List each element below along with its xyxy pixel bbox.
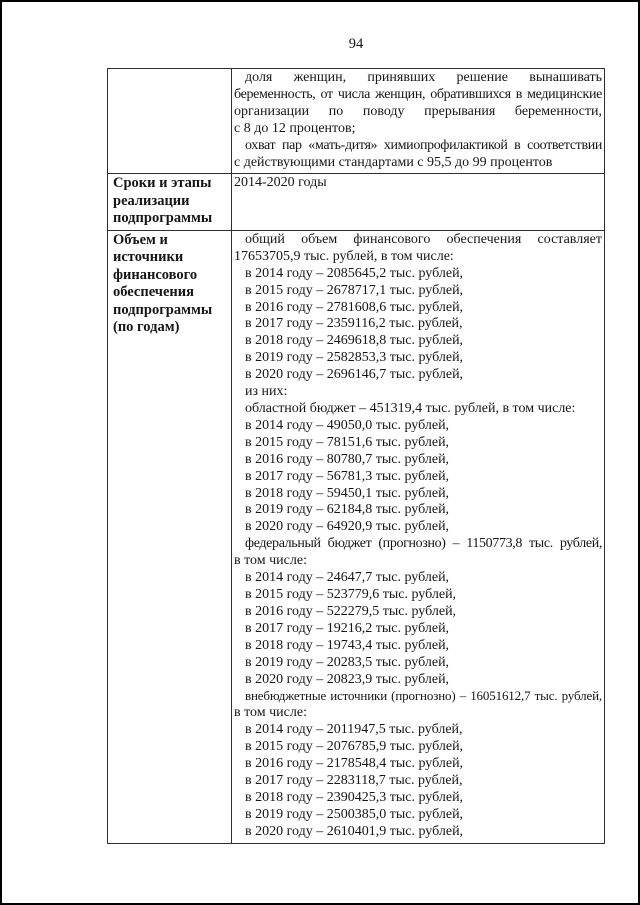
text-line: в 2019 году – 20283,5 тыс. рублей,: [245, 654, 450, 670]
text-line: в 2020 году – 2696146,7 тыс. рублей,: [245, 367, 464, 383]
text-line: в 2016 году – 522279,5 тыс. рублей,: [245, 603, 457, 619]
row-timeline: [108, 173, 604, 230]
text-line: в 2018 году – 2469618,8 тыс. рублей,: [245, 333, 464, 349]
text-line: в 2017 году – 2359116,2 тыс. рублей,: [245, 316, 463, 332]
text-line: в 2015 году – 523779,6 тыс. рублей,: [245, 586, 457, 602]
text-line: в 2020 году – 2610401,9 тыс. рублей,: [245, 823, 464, 839]
label-line: (по годам): [113, 319, 180, 336]
text-line: в том числе:: [234, 705, 307, 721]
text-line: федеральный бюджет (прогнозно) – 1150773,8 тыс. рублей,: [245, 536, 602, 552]
label-line: Сроки и этапы: [113, 175, 212, 192]
text-line: в 2014 году – 2011947,5 тыс. рублей,: [245, 722, 463, 738]
text-line: 2014-2020 годы: [234, 175, 327, 191]
label-line: подпрограммы: [113, 301, 213, 318]
text-line: в 2016 году – 2781608,6 тыс. рублей,: [245, 299, 464, 315]
row-expected-results-continuation: [108, 69, 604, 173]
label-line: подпрограммы: [113, 210, 213, 227]
row-timeline-content-cell: [232, 174, 604, 230]
row-financing-content-cell: [232, 231, 604, 843]
text-line: в 2016 году – 80780,7 тыс. рублей,: [245, 451, 450, 467]
row-financing: [108, 230, 604, 843]
text-line: в 2016 году – 2178548,4 тыс. рублей,: [245, 756, 464, 772]
text-line: в 2018 году – 19743,4 тыс. рублей,: [245, 637, 450, 653]
row-expected-results-continuation-label-cell: [108, 69, 232, 173]
row-timeline-label-cell: [108, 174, 232, 230]
text-line: беременность, от числа женщин, обратившихся в медицинские: [234, 86, 602, 102]
text-line: в 2015 году – 2678717,1 тыс. рублей,: [245, 282, 464, 298]
text-line: в 2018 году – 2390425,3 тыс. рублей,: [245, 789, 464, 805]
text-line: в 2015 году – 78151,6 тыс. рублей,: [245, 434, 450, 450]
text-line: в 2014 году – 49050,0 тыс. рублей,: [245, 417, 450, 433]
text-line: в 2015 году – 2076785,9 тыс. рублей,: [245, 739, 464, 755]
label-line: финансового: [113, 266, 198, 283]
label-line: обеспечения: [113, 284, 194, 301]
label-line: источники: [113, 249, 184, 266]
text-line: из них:: [245, 384, 288, 400]
text-line: с 8 до 12 процентов;: [234, 120, 356, 136]
text-line: в 2019 году – 2582853,3 тыс. рублей,: [245, 350, 464, 366]
text-line: в 2019 году – 62184,8 тыс. рублей,: [245, 502, 450, 518]
text-line: доля женщин, принявших решение вынашивать: [245, 70, 602, 85]
text-line: с действующими стандартами с 95,5 до 99 процентов: [234, 154, 553, 170]
text-line: в 2017 году – 2283118,7 тыс. рублей,: [245, 772, 463, 788]
page-number: 94: [348, 36, 364, 52]
row-expected-results-continuation-content-cell: [232, 69, 604, 173]
text-line: внебюджетные источники (прогнозно) – 16051612,7 тыс. рублей,: [245, 688, 602, 704]
text-line: организации по поводу прерывания беременности,: [234, 103, 602, 119]
label-line: реализации: [113, 192, 190, 209]
text-line: в 2017 году – 19216,2 тыс. рублей,: [245, 620, 450, 636]
text-line: в 2020 году – 64920,9 тыс. рублей,: [245, 519, 450, 535]
text-line: общий объем финансового обеспечения составляет: [245, 231, 602, 247]
row-financing-label-cell: [108, 231, 232, 843]
text-line: в 2020 году – 20823,9 тыс. рублей,: [245, 671, 450, 687]
text-line: в 2017 году – 56781,3 тыс. рублей,: [245, 468, 450, 484]
text-line: областной бюджет – 451319,4 тыс. рублей, в том числе:: [245, 401, 576, 416]
label-line: Объем и: [113, 231, 168, 248]
subprogram-passport-table: [107, 68, 605, 844]
text-line: в 2019 году – 2500385,0 тыс. рублей,: [245, 806, 464, 822]
text-line: в 2014 году – 24647,7 тыс. рублей,: [245, 570, 450, 586]
text-line: в 2018 году – 59450,1 тыс. рублей,: [245, 485, 450, 501]
text-line: охват пар «мать-дитя» химиопрофилактикой в соответствии: [245, 137, 602, 153]
text-line: в том числе:: [234, 553, 307, 569]
text-line: 17653705,9 тыс. рублей, в том числе:: [234, 248, 454, 264]
text-line: в 2014 году – 2085645,2 тыс. рублей,: [245, 265, 464, 281]
